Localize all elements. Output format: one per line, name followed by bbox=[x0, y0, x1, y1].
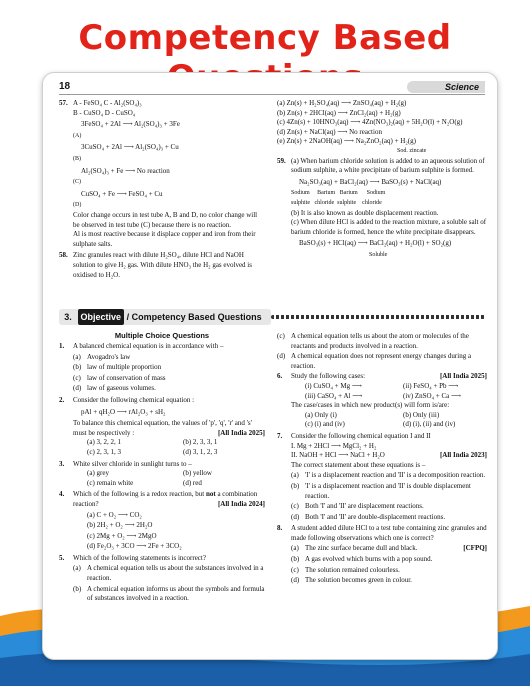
text-mcq-q2-d: (d) 3, 1, 2, 3 bbox=[183, 447, 218, 456]
text-right-top-e: (e) Zn(s) + 2NaOH(aq) ⟶ Na₂ZnO₂(aq) + H₂(g) bbox=[277, 137, 416, 146]
text-mcq-right-q6-tag: [All India 2025] bbox=[439, 372, 487, 381]
page-title: Competency Based bbox=[78, 18, 452, 58]
text-left-top-q57-l1: A - FeSO₄ C - Al₂(SO₄)₃ bbox=[73, 99, 142, 107]
answer-57 bbox=[59, 99, 265, 249]
text-block bbox=[73, 448, 265, 458]
text-mcq-q4-d: (d) Fe₂O₃ + 3CO ⟶ 2Fe + 3CO₂ bbox=[87, 542, 182, 551]
text-mcq-q1-opts-2: (b) bbox=[73, 363, 82, 372]
text-mcq-q2-tag: [All India 2025] bbox=[217, 428, 265, 437]
text-mcq-right-q6-b: (b) Only (iii) bbox=[403, 410, 440, 419]
text-mcq-right-q7-a: 'I' is a displacement reaction and 'II' is a decomposition reaction. bbox=[305, 471, 486, 480]
text-mcq-q2-text: Consider the following chemical equation : bbox=[73, 395, 195, 404]
text-left-top-q57-e3: Al₂(SO₄)₃ + Fe ⟶ No reaction bbox=[81, 166, 170, 175]
section-heading bbox=[59, 309, 485, 325]
answer-58 bbox=[59, 251, 265, 280]
text-right-top-a: (a) Zn(s) + H₂SO₄(aq) ⟶ ZnSO₄(aq) + H₂(g) bbox=[277, 99, 407, 107]
text-block bbox=[73, 585, 265, 604]
text-block bbox=[291, 544, 487, 554]
text-left-top-q57-e2t: (B) bbox=[73, 155, 81, 162]
text-block: (a) bbox=[291, 471, 299, 480]
question-2 bbox=[59, 396, 265, 458]
text-block bbox=[291, 471, 487, 481]
text-block: (c) bbox=[277, 332, 285, 340]
text-mcq-q2-a: (a) 3, 2, 2, 1 bbox=[87, 438, 122, 447]
mcq-heading: Multiple Choice Questions bbox=[114, 331, 210, 340]
question-5 bbox=[59, 554, 265, 604]
text-mcq-q5-num: 5. bbox=[59, 553, 65, 562]
page-number: 18 bbox=[59, 81, 71, 92]
question-4 bbox=[59, 490, 265, 552]
text-left-top-q57-l2: B - CuSO₄ D - CuSO₄ bbox=[73, 108, 136, 117]
text-mcq-right-q8-num: 8. bbox=[277, 524, 283, 533]
text-block: (b) bbox=[291, 481, 300, 490]
text-block bbox=[73, 438, 265, 448]
question-8 bbox=[277, 524, 487, 586]
subject-label: Science bbox=[407, 81, 485, 93]
text-mcq-right-q6-d: (d) (i), (ii) and (iv) bbox=[403, 420, 456, 429]
text-block bbox=[277, 352, 487, 371]
text-block bbox=[73, 564, 265, 583]
text-mcq-q4-b: (b) 2H₂ + O₂ ⟶ 2H₂O bbox=[87, 521, 153, 530]
text-mcq-q1-opts-0: (a) bbox=[73, 352, 81, 361]
text-block: (d) bbox=[277, 352, 286, 361]
text-mcq-q5-text: Which of the following statements is incorrect? bbox=[73, 553, 206, 562]
text-mcq-q1-opts-5: law of conservation of mass bbox=[87, 373, 166, 382]
text-section-label-sep: / bbox=[126, 312, 130, 322]
text-block bbox=[291, 555, 487, 565]
text-mcq-q1-opts-3: law of multiple proportion bbox=[87, 363, 162, 372]
question-3 bbox=[59, 460, 265, 489]
text-mcq-right-q7-t2: The correct statement about these equations is – bbox=[291, 460, 426, 469]
text-mcq-q4-text2: a combination reaction? bbox=[73, 490, 258, 508]
text-block: (d) bbox=[291, 576, 300, 585]
chain-divider bbox=[271, 315, 485, 319]
text-block bbox=[277, 332, 487, 351]
mcq-left bbox=[59, 331, 265, 606]
text-mcq-right-q7-tag: [All India 2023] bbox=[439, 451, 487, 460]
text-mcq-q2-t2: To balance this chemical equation, the values of 'p', 'q', 'r' and 's' must be respectively : bbox=[73, 419, 252, 437]
text-block bbox=[73, 384, 265, 394]
text-left-top-q57-e1: 3FeSO₄ + 2Al ⟶ Al₂(SO₄)₃ + 3Fe bbox=[81, 120, 180, 129]
answers-right bbox=[277, 99, 487, 263]
text-left-top-q58-num: 58. bbox=[59, 251, 68, 260]
page-card bbox=[42, 72, 498, 660]
text-block bbox=[73, 479, 265, 489]
text-mcq-q3-c: (c) remain white bbox=[87, 478, 134, 487]
text-left-top-q57-e1t: (A) bbox=[73, 132, 82, 139]
text-block bbox=[291, 382, 487, 392]
text-block: (a) bbox=[73, 564, 81, 573]
text-mcq-q2-c: (c) 2, 3, 1, 3 bbox=[87, 447, 122, 456]
text-right-top-b: (b) Zn(s) + 2HCl(aq) ⟶ ZnCl₂(aq) + H₂(g) bbox=[277, 108, 401, 117]
text-mcq-q2-num: 2. bbox=[59, 395, 65, 404]
text-mcq-q1-opts-4: (c) bbox=[73, 373, 81, 382]
text-mcq-right-q6-num: 6. bbox=[277, 372, 283, 381]
text-left-top-q57-e4: CuSO₄ + Fe ⟶ FeSO₄ + Cu bbox=[81, 189, 163, 198]
text-mcq-right-q6-i: (i) CuSO₄ + Mg ⟶ bbox=[305, 381, 362, 390]
text-left-top-q58-text: Zinc granules react with dilute H₂SO₄, dilute HCl and NaOH solution to give H₂ gas. With dilute HNO₃ the H₂ gas evolved is oxidised to H₂O. bbox=[73, 251, 252, 279]
answer-59 bbox=[277, 157, 487, 261]
text-mcq-right-q8-b: A gas evolved which burns with a pop sound. bbox=[305, 555, 433, 564]
text-block bbox=[291, 392, 487, 402]
text-left-top-q57-e4t: (D) bbox=[73, 202, 82, 209]
text-section-label-b: Competency Based Questions bbox=[131, 312, 262, 322]
text-mcq-q4-c: (c) 2Mg + O₂ ⟶ 2MgO bbox=[87, 531, 157, 540]
banner bbox=[0, 0, 530, 80]
text-block bbox=[291, 566, 487, 576]
text-right-top-q59-lbl2: sulphite chloride sulphite chloride bbox=[291, 199, 382, 206]
text-block bbox=[291, 502, 487, 512]
text-right-top-q59-eq2s: Soluble bbox=[369, 251, 388, 258]
text-mcq-right-q7-i: I. Mg + 2HCl ⟶ MgCl₂ + H₂ bbox=[291, 441, 377, 450]
mcq-right bbox=[277, 331, 487, 588]
text-mcq-right-q8-tag: [CFPQ] bbox=[463, 544, 487, 553]
text-mcq-q1-opts-6: (d) bbox=[73, 384, 82, 393]
question-6 bbox=[277, 372, 487, 430]
text-right-top-q59-eq2: BaSO₃(s) + HCl(aq) ⟶ BaCl₂(aq) + H₂O(l) + SO₂(g) bbox=[299, 239, 452, 248]
text-mcq-q4-a: (a) C + O₂ ⟶ CO₂ bbox=[87, 510, 142, 519]
question-1 bbox=[59, 342, 265, 394]
text-mcq-q5-a: A chemical equation tells us about the substances involved in a reaction. bbox=[87, 564, 264, 583]
text-mcq-q3-num: 3. bbox=[59, 459, 65, 468]
text-mcq-right-q6-ii: (ii) FeSO₄ + Pb ⟶ bbox=[403, 381, 459, 390]
text-mcq-right-q6-iv: (iv) ZnSO₄ + Ca ⟶ bbox=[403, 391, 462, 400]
text-block: (d) bbox=[291, 512, 300, 521]
text-mcq-right-q6-c: (c) (i) and (iv) bbox=[305, 420, 345, 429]
text-block bbox=[291, 482, 487, 501]
text-block bbox=[73, 374, 265, 384]
text-mcq-q3-d: (d) red bbox=[183, 478, 202, 487]
text-mcq-q4-num: 4. bbox=[59, 490, 65, 499]
text-right-top-c: (c) 4Zn(s) + 10HNO₃(aq) ⟶ 4Zn(NO₃)₂(aq) + 5H₂O(l) + N₂O(g) bbox=[277, 118, 463, 127]
text-mcq-right-q8-a: The zinc surface became dull and black. bbox=[305, 544, 418, 553]
text-left-top-q57-e3t: (C) bbox=[73, 179, 81, 186]
text-block: (b) bbox=[73, 584, 82, 593]
text-block bbox=[73, 363, 265, 373]
text-mcq-right-q5c: A chemical equation tells us about the atom or molecules of the reactants and products involved in a reaction. bbox=[291, 332, 469, 350]
text-mcq-q2-b: (b) 2, 3, 3, 1 bbox=[183, 438, 218, 447]
text-right-top-q59-b: (b) It is also known as double displacement reaction. bbox=[291, 208, 439, 217]
question-7 bbox=[277, 432, 487, 522]
text-mcq-q3-b: (b) yellow bbox=[183, 469, 212, 478]
text-mcq-q4-not: not bbox=[205, 490, 216, 499]
text-block bbox=[291, 513, 487, 523]
text-mcq-right-q7-b: 'I' is a displacement reaction and 'II' is double displacement reaction. bbox=[305, 481, 471, 500]
text-mcq-q4-text1: Which of the following is a redox reaction, but bbox=[73, 490, 206, 499]
text-block bbox=[291, 420, 487, 430]
text-mcq-q3-text: White silver chloride in sunlight turns to – bbox=[73, 459, 192, 468]
text-mcq-right-q7-ii: II. NaOH + HCl ⟶ NaCl + H₂O bbox=[291, 451, 385, 460]
text-mcq-q1-opts-1: Avogadro's law bbox=[87, 352, 131, 361]
text-mcq-right-q8-d: The solution becomes green in colour. bbox=[305, 576, 412, 585]
text-mcq-q2-eq: pAl + qH₂O ⟶ rAl₂O₃ + sH₂ bbox=[81, 407, 166, 416]
text-mcq-right-q5d: A chemical equation does not represent energy changes during a reaction. bbox=[291, 352, 472, 370]
text-mcq-right-q6-iii: (iii) CaSO₄ + Al ⟶ bbox=[305, 391, 363, 400]
text-mcq-right-q7-d: Both 'I' and 'II' are double-displacement reactions. bbox=[305, 512, 446, 521]
text-right-top-q59-lbl: Sodium Barium Barium Sodium bbox=[291, 190, 386, 197]
answers-left bbox=[59, 99, 265, 282]
text-mcq-q4-tag: [All India 2024] bbox=[217, 499, 265, 508]
text-left-top-q57-e2: 3CuSO₄ + 2Al ⟶ Al₂(SO₄)₃ + Cu bbox=[81, 143, 179, 152]
text-right-top-q59-num: 59. bbox=[277, 156, 286, 165]
text-block bbox=[291, 576, 487, 586]
text-mcq-right-q6-t2: The case/cases in which new product(s) will form is/are: bbox=[291, 401, 450, 410]
text-mcq-right-q6-a: (a) Only (i) bbox=[305, 410, 337, 419]
text-mcq-q1-text: A balanced chemical equation is in accordance with – bbox=[73, 342, 224, 350]
text-block bbox=[73, 469, 265, 479]
text-block: (c) bbox=[291, 565, 299, 574]
text-block: (b) bbox=[291, 555, 300, 564]
text-right-top-d: (d) Zn(s) + NaCl(aq) ⟶ No reaction bbox=[277, 127, 382, 136]
text-mcq-q1-opts-7: law of gaseous volumes. bbox=[87, 384, 156, 393]
text-mcq-right-q7-text: Consider the following chemical equation I and II bbox=[291, 431, 431, 440]
text-mcq-right-q8-text: A student added dilute HCl to a test tube containing zinc granules and made following observations which one is correct? bbox=[291, 524, 487, 542]
text-mcq-q5-b: A chemical equation informs us about the symbols and formula of substances involved in a reaction. bbox=[87, 584, 265, 603]
text-right-top-q59-c: (c) When dilute HCl is added to the reaction mixture, a soluble salt of barium chloride is formed, hence the white precipitate disappears. bbox=[291, 218, 487, 236]
text-mcq-q3-a: (a) grey bbox=[87, 469, 109, 478]
text-section-num: 3. bbox=[64, 312, 72, 322]
text-mcq-right-q7-c: Both 'I' and 'II' are displacement reactions. bbox=[305, 502, 424, 511]
text-right-top-q59-eq: Na₂SO₃(aq) + BaCl₂(aq) ⟶ BaSO₃(s) + NaCl(aq) bbox=[299, 177, 442, 186]
text-left-top-q57-p2: Al is most reactive because it displace copper and iron from their sulphate salts. bbox=[73, 230, 256, 248]
page-header bbox=[59, 81, 485, 95]
text-left-top-q57-p1: Color change occurs in test tube A, B and D, no color change will be observed in test tube (C) because there is no reaction. bbox=[73, 210, 258, 229]
text-section-label-a: Objective bbox=[78, 309, 125, 325]
text-block: (c) bbox=[291, 502, 299, 511]
text-mcq-right-q7-num: 7. bbox=[277, 431, 283, 440]
text-mcq-right-q8-c: The solution remained colourless. bbox=[305, 565, 400, 574]
header-rule bbox=[59, 94, 485, 95]
text-block bbox=[73, 353, 265, 363]
text-mcq-right-q6-text: Study the following cases: bbox=[291, 372, 366, 381]
text-block: (a) bbox=[291, 544, 299, 553]
text-mcq-q1-num: 1. bbox=[59, 342, 65, 350]
text-block bbox=[291, 411, 487, 421]
text-right-top-e-sub: Sod. zincate bbox=[397, 147, 427, 154]
text-right-top-q59-a: (a) When barium chloride solution is added to an aqueous solution of sodium sulphite, a white precipitate of barium sulphite is formed. bbox=[291, 156, 485, 175]
text-left-top-q57-num: 57. bbox=[59, 99, 68, 107]
